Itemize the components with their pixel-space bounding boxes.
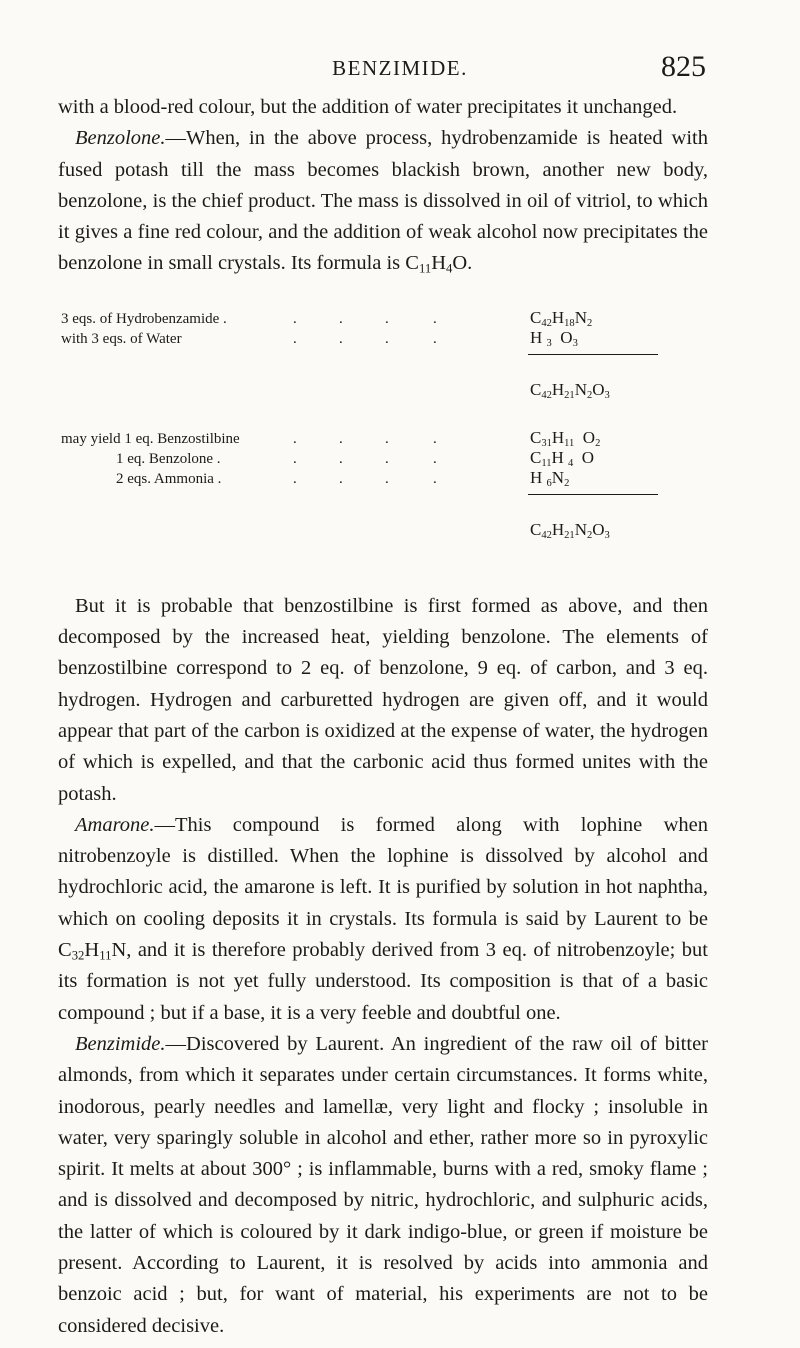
paragraph-benzimide: Benzimide.—Discovered by Laurent. An ingredient of the raw oil of bitter almonds, from which it separates under certain circumstances. It forms white, inodorous, pearly needles and lamellæ, very light and flocky ; insoluble in water, very sparingly soluble in alcohol and ether, rather more so in pyroxylic spirit. It melts at about 300° ; is inflammable, burns with a red, smoky flame ; and is dissolved and decomposed by nitric, hydrochloric, and sulphuric acids, the latter of which is coloured by it dark indigo-blue, or green if moisture be present. According to Laurent, it is resolved by acids into ammonia and benzoic acid ; but, for want of material, his experiments are not to be considered decisive. [58, 1032, 708, 1337]
table-row-label: 1 eq. Benzolone . [116, 450, 221, 467]
reaction-table: 3 eqs. of Hydrobenzamide . . . . . $C_{42}H_{18}N_2$ with 3 eqs. of Water . . . . H $_3$ $O_3$ $C_{42}H_{21}N_2O_3$ may yield 1 eq. Benzostilbine . . . . $C_{31}H_{11}$ $O_2$ 1 eq. Benzolone . . . . . $C_{11}H$ $_4$ O 2 eqs. Ammonia . . . . . H $_6N_2$ $C_{42}H_{21}N_2O_3$ [58, 288, 708, 581]
sum-rule [528, 354, 658, 355]
page-body [58, 92, 708, 1342]
paragraph-amarone: Amarone.—This compound is formed along with lophine when nitrobenzoyle is distilled. When the lophine is dissolved by alcohol and hydrochloric acid, the amarone is left. It is purified by solution in hot naphtha, which on cooling deposits it in crystals. Its formula is said by Laurent to be $C_{32}H_{11}N$, and it is therefore probably derived from 3 eq. of nitrobenzoyle; but its formation is not yet fully understood. Its composition is that of a basic compound ; but if a base, it is a very feeble and doubtful one. [58, 813, 708, 1024]
page-header [0, 50, 800, 90]
paragraph-benzolone: Benzolone.—When, in the above process, hydrobenzamide is heated with fused potash till the mass becomes blackish brown, another new body, benzolone, is the chief product. The mass is dissolved in oil of vitriol, to which it gives a fine red colour, and the addition of weak alcohol now precipitates the benzolone in small crystals. Its formula is $C_{11}H_4O$. [58, 127, 708, 277]
table-sum-formula: $C_{42}H_{21}N_2O_3$ [530, 379, 610, 401]
table-row-label: 2 eqs. Ammonia . [116, 470, 222, 487]
table-row-label: may yield 1 eq. Benzostilbine [61, 430, 240, 447]
table-row-label: 3 eqs. of Hydrobenzamide . [61, 310, 227, 327]
benzimide-heading: Benzimide. [75, 1032, 166, 1055]
table-row-formula: $C_{31}H_{11}$ $O_2$ [530, 427, 601, 449]
page-number: 825 [661, 50, 706, 83]
sum-rule [528, 494, 658, 495]
table-sum-formula: $C_{42}H_{21}N_2O_3$ [530, 519, 610, 541]
table-row-formula: H $_3$ $O_3$ [530, 327, 578, 349]
paragraph-continuation: with a blood-red colour, but the addition of water precipitates it unchanged. [58, 96, 678, 118]
running-title: BENZIMIDE. [332, 56, 468, 80]
amarone-heading: Amarone. [75, 813, 155, 836]
table-row-label: with 3 eqs. of Water [61, 330, 182, 347]
table-row-formula: H $_6N_2$ [530, 467, 570, 489]
benzolone-heading: Benzolone. [75, 127, 166, 150]
table-row-formula: $C_{11}H$ $_4$ O [530, 447, 595, 469]
paragraph-benzostilbine: But it is probable that benzostilbine is first formed as above, and then decomposed by the increased heat, yielding benzolone. The elements of benzostilbine correspond to 2 eq. of benzolone, 9 eq. of carbon, and 3 eq. hydrogen. Hydrogen and carburetted hydrogen are given off, and it would appear that part of the carbon is oxidized at the expense of water, the hydrogen of which is expelled, and that the carbonic acid thus formed unites with the potash. [58, 594, 708, 805]
table-row-formula: $C_{42}H_{18}N_2$ [530, 307, 593, 329]
